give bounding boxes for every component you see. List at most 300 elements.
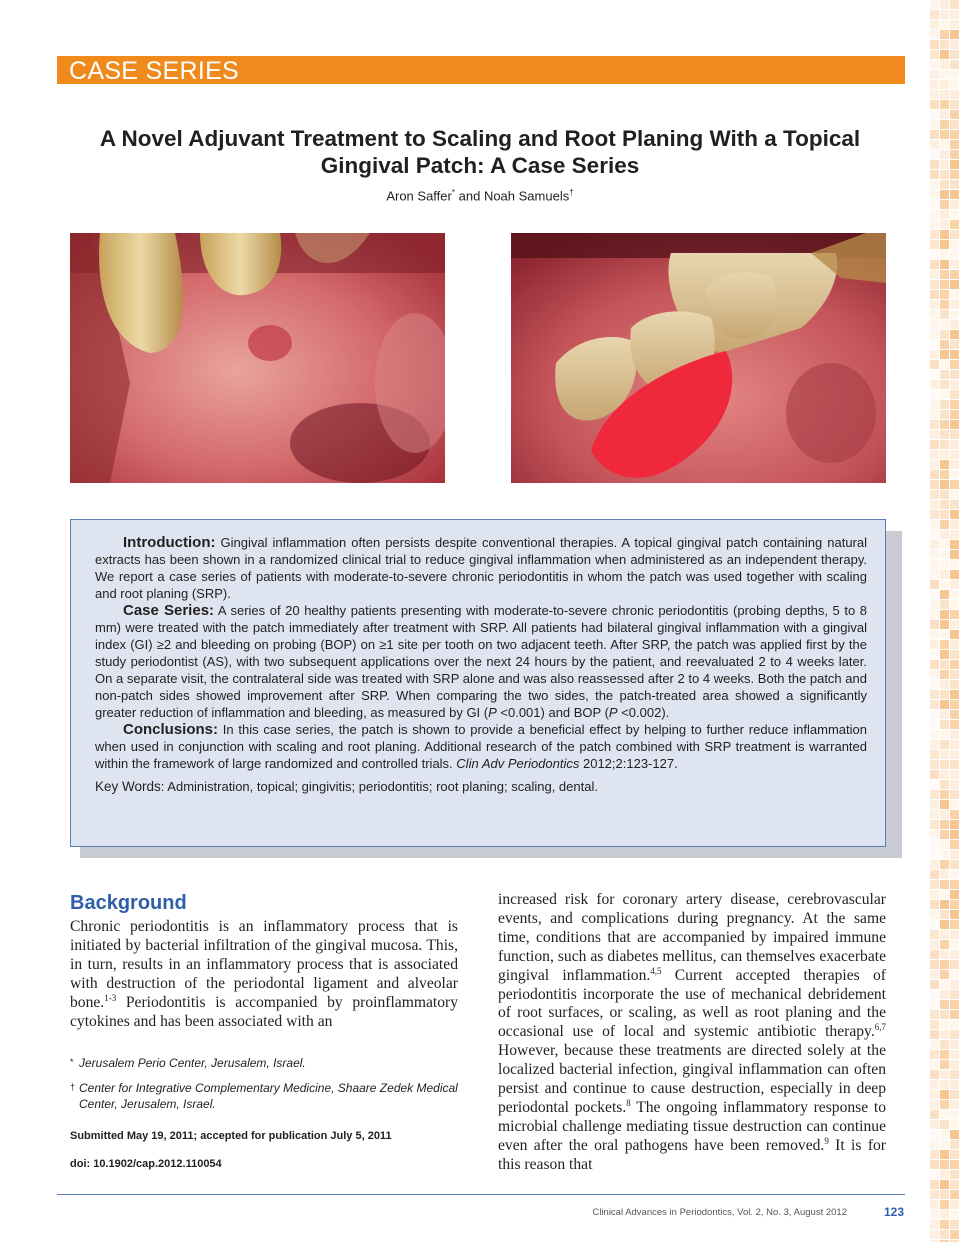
decorative-tile: [930, 100, 939, 109]
body-column-right: [498, 891, 886, 1175]
decorative-tile: [930, 670, 939, 679]
decorative-tile: [950, 1130, 959, 1139]
decorative-tile: [940, 1150, 949, 1159]
decorative-tile: [950, 480, 959, 489]
decorative-tile: [950, 70, 959, 79]
decorative-tile: [930, 460, 939, 469]
decorative-tile: [940, 750, 949, 759]
decorative-tile: [930, 600, 939, 609]
decorative-tile: [950, 740, 959, 749]
decorative-tile: [950, 1000, 959, 1009]
decorative-tile: [950, 350, 959, 359]
decorative-tile: [950, 700, 959, 709]
decorative-tile: [940, 1180, 949, 1189]
decorative-tile: [930, 800, 939, 809]
decorative-tile: [950, 820, 959, 829]
section-banner: [57, 56, 905, 84]
decorative-tile: [940, 250, 949, 259]
reference-marker: 4,5: [650, 965, 662, 976]
decorative-tile: [940, 1130, 949, 1139]
decorative-tile: [950, 790, 959, 799]
decorative-tile: [940, 1230, 949, 1239]
decorative-tile: [940, 1010, 949, 1019]
decorative-tile: [940, 340, 949, 349]
decorative-tile: [950, 80, 959, 89]
decorative-tile: [930, 330, 939, 339]
decorative-tile: [930, 1120, 939, 1129]
decorative-tile: [930, 930, 939, 939]
decorative-tile: [950, 240, 959, 249]
decorative-tile: [940, 400, 949, 409]
body-text-span: Current accepted therapies of periodontitis incorporate the use of mechanical debridement of root surfaces, or scaling, as well as root planing and the occasional use of local and systemic antibiotic therapy.: [498, 966, 886, 1041]
decorative-tile: [930, 640, 939, 649]
decorative-tile: [930, 840, 939, 849]
decorative-tile: [950, 830, 959, 839]
decorative-tile: [940, 970, 949, 979]
decorative-tile: [930, 340, 939, 349]
decorative-tile: [930, 750, 939, 759]
decorative-tile: [930, 390, 939, 399]
decorative-tile: [950, 750, 959, 759]
decorative-tile: [930, 160, 939, 169]
decorative-tile: [940, 540, 949, 549]
abstract-intro-label: Introduction:: [123, 534, 216, 551]
decorative-tile: [930, 620, 939, 629]
decorative-tile: [940, 960, 949, 969]
decorative-tile: [930, 650, 939, 659]
decorative-tile: [940, 460, 949, 469]
decorative-tile: [950, 650, 959, 659]
decorative-tile: [930, 1210, 939, 1219]
decorative-tile: [940, 520, 949, 529]
decorative-tile: [930, 150, 939, 159]
decorative-tile: [950, 310, 959, 319]
decorative-tile: [940, 80, 949, 89]
decorative-tile: [950, 520, 959, 529]
decorative-tile: [950, 430, 959, 439]
decorative-tile: [950, 570, 959, 579]
decorative-tile: [930, 960, 939, 969]
decorative-tile: [930, 210, 939, 219]
author-conjunction: and: [458, 188, 481, 204]
decorative-tile: [950, 1120, 959, 1129]
decorative-tile: [950, 390, 959, 399]
decorative-tile: [950, 610, 959, 619]
decorative-tile: [950, 840, 959, 849]
decorative-tile: [950, 970, 959, 979]
decorative-tile: [950, 380, 959, 389]
decorative-tile: [940, 180, 949, 189]
decorative-tile: [950, 250, 959, 259]
decorative-tile: [940, 20, 949, 29]
decorative-tile: [950, 1090, 959, 1099]
decorative-tile: [940, 590, 949, 599]
abstract-concl-label: Conclusions:: [123, 721, 219, 738]
decorative-tile: [950, 0, 959, 9]
decorative-tile: [950, 400, 959, 409]
decorative-tile: [940, 500, 949, 509]
decorative-tile: [930, 810, 939, 819]
decorative-tile: [940, 910, 949, 919]
decorative-tile: [950, 1080, 959, 1089]
decorative-tile: [930, 970, 939, 979]
decorative-tile: [940, 1200, 949, 1209]
decorative-tile: [940, 70, 949, 79]
decorative-tile: [950, 120, 959, 129]
decorative-tile: [930, 530, 939, 539]
decorative-tile: [930, 710, 939, 719]
decorative-tile: [930, 510, 939, 519]
decorative-tile: [930, 0, 939, 9]
decorative-tile: [930, 690, 939, 699]
author-name: Aron Saffer: [386, 188, 452, 204]
decorative-tile: [940, 1110, 949, 1119]
decorative-tile: [940, 980, 949, 989]
decorative-tile: [940, 820, 949, 829]
decorative-tile: [950, 440, 959, 449]
decorative-tile: [940, 10, 949, 19]
decorative-tile: [940, 410, 949, 419]
decorative-tile: [950, 620, 959, 629]
decorative-tile: [950, 40, 959, 49]
decorative-tile: [940, 550, 949, 559]
decorative-tile: [940, 1190, 949, 1199]
decorative-tile: [950, 190, 959, 199]
decorative-tile: [950, 10, 959, 19]
body-text-span: Chronic periodontitis is an inflammatory process that is initiated by bacterial infiltration of the gingival mucosa. This, in turn, results in an inflammatory process that is associated with destruction of the periodontal ligament and alveolar bone.: [70, 918, 458, 1011]
decorative-tile: [930, 820, 939, 829]
decorative-tile: [950, 150, 959, 159]
decorative-tile: [930, 630, 939, 639]
abstract-case-label: Case Series:: [123, 602, 215, 619]
reference-marker: 6,7: [874, 1022, 886, 1033]
decorative-tile: [930, 440, 939, 449]
decorative-tile: [930, 830, 939, 839]
decorative-tile: [950, 330, 959, 339]
decorative-tile: [950, 690, 959, 699]
decorative-tile: [940, 490, 949, 499]
decorative-tile: [930, 350, 939, 359]
decorative-tile: [950, 90, 959, 99]
decorative-tile: [940, 690, 949, 699]
decorative-tile: [930, 410, 939, 419]
footnote-text: Jerusalem Perio Center, Jerusalem, Israel.: [79, 1056, 306, 1070]
gingival-patch-applied-photo: [511, 233, 886, 483]
decorative-tile: [930, 140, 939, 149]
decorative-tile: [940, 710, 949, 719]
decorative-tile: [930, 870, 939, 879]
decorative-tile: [930, 570, 939, 579]
decorative-tile: [940, 330, 949, 339]
decorative-tile: [950, 30, 959, 39]
decorative-tile: [950, 1050, 959, 1059]
decorative-tile: [950, 680, 959, 689]
decorative-tile: [940, 930, 949, 939]
p-value-symbol: P: [608, 705, 618, 720]
decorative-tile: [940, 1050, 949, 1059]
decorative-tile: [950, 880, 959, 889]
decorative-tile: [930, 1150, 939, 1159]
decorative-tile: [930, 590, 939, 599]
abstract-box: [70, 519, 886, 847]
decorative-tile: [940, 110, 949, 119]
decorative-tile: [940, 60, 949, 69]
decorative-tile: [940, 990, 949, 999]
decorative-tile: [950, 20, 959, 29]
article-title: [60, 125, 900, 179]
decorative-tile: [940, 1170, 949, 1179]
decorative-tile: [950, 1110, 959, 1119]
decorative-tile: [940, 300, 949, 309]
body-text-span: Periodontitis is accompanied by proinflammatory cytokines and has been associated with an: [70, 993, 458, 1030]
decorative-tile: [950, 930, 959, 939]
decorative-tile: [930, 660, 939, 669]
decorative-tile: [950, 1140, 959, 1149]
decorative-tile: [950, 850, 959, 859]
decorative-tile: [930, 1220, 939, 1229]
decorative-tile: [950, 420, 959, 429]
decorative-tile: [930, 50, 939, 59]
decorative-tile: [930, 880, 939, 889]
decorative-tile: [950, 1150, 959, 1159]
decorative-tile: [940, 40, 949, 49]
decorative-tile: [950, 890, 959, 899]
decorative-tile: [930, 700, 939, 709]
decorative-tile: [930, 580, 939, 589]
decorative-tile: [940, 840, 949, 849]
decorative-tile: [930, 360, 939, 369]
decorative-tile: [930, 80, 939, 89]
decorative-tile: [950, 910, 959, 919]
decorative-tile: [950, 810, 959, 819]
decorative-tile: [950, 670, 959, 679]
decorative-tile: [940, 1060, 949, 1069]
decorative-tile: [950, 540, 959, 549]
decorative-tile: [950, 1030, 959, 1039]
doi-link[interactable]: doi: 10.1902/cap.2012.110054: [70, 1158, 222, 1170]
decorative-tile: [940, 700, 949, 709]
decorative-tile: [930, 370, 939, 379]
body-text-span: The ongoing inflammatory response to microbial challenge mediating tissue destruction can continue even after the oral pathogens have been removed.: [498, 1098, 887, 1154]
decorative-tile: [940, 920, 949, 929]
decorative-tile: [940, 730, 949, 739]
body-text-span: increased risk for coronary artery disease, cerebrovascular events, and complications during pregnancy. At the same time, conditions that are accompanied by impaired immune function, such as diabetes mellitus, can themselves exacerbate gingival inflammation.: [498, 891, 886, 984]
decorative-tile: [940, 800, 949, 809]
decorative-tile: [930, 10, 939, 19]
decorative-tile: [950, 1170, 959, 1179]
decorative-tile: [950, 490, 959, 499]
decorative-tile: [950, 270, 959, 279]
decorative-tile: [930, 860, 939, 869]
decorative-tile: [940, 470, 949, 479]
decorative-tile: [940, 640, 949, 649]
decorative-tile: [940, 370, 949, 379]
decorative-tile: [950, 1060, 959, 1069]
abstract-intro-text: Gingival inflammation often persists despite conventional therapies. A topical gingival patch containing natural extracts has been shown in a randomized clinical trial to reduce gingival inflammation when administered as an independent therapy. We report a case series of patients with moderate-to-severe chronic periodontitis in whom the patch was used together with scaling and root planing (SRP).: [95, 535, 867, 601]
abstract-introduction: [95, 534, 867, 602]
decorative-tile: [940, 1210, 949, 1219]
decorative-tile: [930, 780, 939, 789]
decorative-tile: [950, 360, 959, 369]
decorative-tile: [930, 420, 939, 429]
decorative-tile: [930, 720, 939, 729]
decorative-tile: [940, 310, 949, 319]
inflamed-gingiva-photo: [70, 233, 445, 483]
decorative-tile: [930, 770, 939, 779]
decorative-tile: [950, 980, 959, 989]
decorative-tile: [950, 140, 959, 149]
decorative-tile: [950, 580, 959, 589]
decorative-tile: [930, 1060, 939, 1069]
decorative-tile: [940, 380, 949, 389]
decorative-tile: [930, 190, 939, 199]
decorative-tile: [930, 430, 939, 439]
decorative-tile: [930, 1190, 939, 1199]
decorative-tile: [950, 1070, 959, 1079]
decorative-tile: [930, 1200, 939, 1209]
decorative-tile: [950, 1180, 959, 1189]
decorative-tile: [950, 170, 959, 179]
decorative-tile: [940, 320, 949, 329]
decorative-tile: [950, 640, 959, 649]
footer-divider: [57, 1194, 905, 1195]
decorative-tile: [940, 770, 949, 779]
decorative-tile: [930, 680, 939, 689]
decorative-tile: [930, 300, 939, 309]
decorative-tile: [930, 20, 939, 29]
decorative-tile: [940, 200, 949, 209]
decorative-tile: [930, 1230, 939, 1239]
reference-marker: 1-3: [104, 992, 117, 1003]
decorative-tile: [930, 60, 939, 69]
decorative-tile: [950, 710, 959, 719]
decorative-tile: [930, 470, 939, 479]
decorative-tile: [940, 860, 949, 869]
author-list: [60, 188, 900, 203]
decorative-tile: [940, 220, 949, 229]
decorative-tile: [940, 600, 949, 609]
decorative-tile: [940, 610, 949, 619]
article-title-line1: A Novel Adjuvant Treatment to Scaling and Root Planing With a Topical: [99, 126, 861, 151]
decorative-tile: [930, 910, 939, 919]
submission-dates: Submitted May 19, 2011; accepted for publication July 5, 2011: [70, 1130, 392, 1142]
decorative-tile: [950, 1020, 959, 1029]
decorative-tile: [930, 450, 939, 459]
decorative-tile: [930, 1170, 939, 1179]
decorative-tile: [950, 860, 959, 869]
decorative-tile: [950, 530, 959, 539]
decorative-tile: [930, 110, 939, 119]
decorative-tile: [950, 220, 959, 229]
decorative-tile: [950, 50, 959, 59]
citation-reference: 2012;2:123-127.: [579, 756, 678, 771]
decorative-tile: [950, 60, 959, 69]
decorative-tile: [940, 450, 949, 459]
decorative-tile: [940, 0, 949, 9]
reference-marker: 9: [824, 1135, 829, 1146]
decorative-tile: [940, 680, 949, 689]
decorative-tile: [950, 600, 959, 609]
author-affiliation-mark: *: [451, 188, 455, 197]
decorative-tile: [930, 1020, 939, 1029]
abstract-concl-text: In this case series, the patch is shown to provide a beneficial effect by helping to further reduce inflammation when used in conjunction with scaling and root planing. Additional research of the patch combined with SRP treatment is warranted within the framework of large randomized and controlled trials.: [95, 722, 867, 771]
decorative-tile: [930, 310, 939, 319]
decorative-tile: [940, 1020, 949, 1029]
decorative-tile: [950, 1160, 959, 1169]
decorative-tile: [930, 790, 939, 799]
decorative-tile: [930, 250, 939, 259]
body-text-span: It is for this reason that: [498, 1136, 886, 1173]
decorative-tile: [930, 1110, 939, 1119]
section-label: CASE SERIES: [69, 57, 240, 85]
decorative-tile: [950, 460, 959, 469]
author-affiliation-mark: †: [569, 188, 574, 197]
decorative-tile: [940, 790, 949, 799]
decorative-tile: [930, 610, 939, 619]
decorative-tile: [950, 780, 959, 789]
abstract-case-text: A series of 20 healthy patients presenting with moderate-to-severe chronic periodontitis (probing depths, 5 to 8 mm) were treated with the patch immediately after treatment with SRP. All patients had bilateral gingival inflammation with a gingival index (GI) ≥2 and bleeding on probing (BOP) on ≥1 site per tooth on two adjacent teeth. After SRP, the patch was applied first by the study periodontist (AS), with two subsequent applications over the next 24 hours by the patient, and reevaluated 2 to 4 weeks later. On a separate visit, the contralateral side was treated with SRP alone and was also reassessed after 2 to 4 weeks. Both the patch and non-patch sides showed improvement after SRP. When comparing the two sides, the patch-treated area showed a significantly greater reduction of inflammation and bleeding, as measured by GI (: [95, 603, 867, 720]
decorative-tile: [950, 1010, 959, 1019]
decorative-tile: [950, 730, 959, 739]
decorative-tile: [940, 1140, 949, 1149]
decorative-tile: [930, 980, 939, 989]
decorative-tile: [940, 510, 949, 519]
decorative-tile-strip: [930, 0, 960, 1242]
decorative-tile: [930, 520, 939, 529]
decorative-tile: [940, 50, 949, 59]
decorative-tile: [950, 300, 959, 309]
decorative-tile: [950, 770, 959, 779]
decorative-tile: [950, 100, 959, 109]
decorative-tile: [940, 120, 949, 129]
decorative-tile: [940, 150, 949, 159]
decorative-tile: [930, 40, 939, 49]
decorative-tile: [950, 130, 959, 139]
decorative-tile: [940, 210, 949, 219]
decorative-tile: [930, 70, 939, 79]
decorative-tile: [950, 550, 959, 559]
decorative-tile: [940, 1080, 949, 1089]
decorative-tile: [940, 1220, 949, 1229]
decorative-tile: [940, 620, 949, 629]
decorative-tile: [940, 130, 949, 139]
p-value-text: <0.001) and BOP (: [496, 705, 609, 720]
decorative-tile: [950, 290, 959, 299]
decorative-tile: [950, 1190, 959, 1199]
decorative-tile: [930, 90, 939, 99]
decorative-tile: [940, 170, 949, 179]
decorative-tile: [950, 720, 959, 729]
decorative-tile: [950, 370, 959, 379]
decorative-tile: [930, 920, 939, 929]
decorative-tile: [950, 500, 959, 509]
footnote-affiliation-1: [70, 1055, 462, 1071]
abstract-keywords: [95, 778, 867, 795]
decorative-tile: [950, 110, 959, 119]
decorative-tile: [940, 290, 949, 299]
decorative-tile: [930, 260, 939, 269]
decorative-tile: [950, 560, 959, 569]
decorative-tile: [950, 450, 959, 459]
decorative-tile: [940, 440, 949, 449]
decorative-tile: [930, 480, 939, 489]
decorative-tile: [950, 200, 959, 209]
decorative-tile: [950, 660, 959, 669]
decorative-tile: [930, 320, 939, 329]
p-value-symbol: P: [488, 705, 497, 720]
decorative-tile: [940, 660, 949, 669]
p-value-text: <0.002).: [617, 705, 670, 720]
